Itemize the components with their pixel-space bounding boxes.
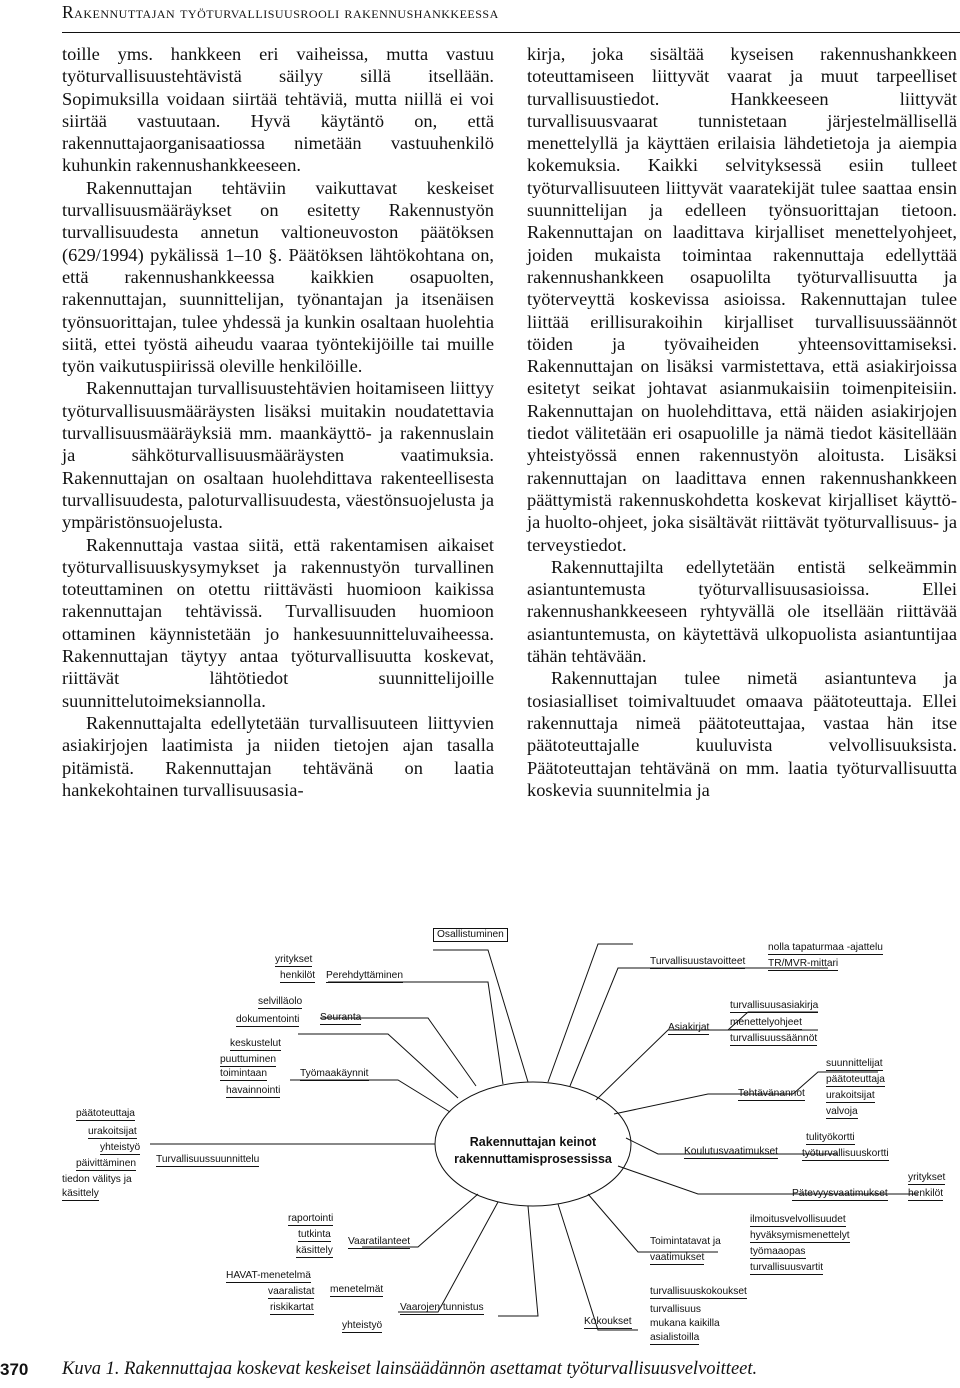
node-item: turvallisuus bbox=[650, 1304, 701, 1315]
paragraph: Rakennuttajan tehtäviin vaikuttavat keskeiset turvallisuusmääräykset on esitetty Rakennustyön turvallisuudesta annetun valtioneuvoston päätöksen (629/1994) pykälissä 1–10 §. Päätöksen lähtökohtana on, että rakennushankkeessa kaikkien osapuolten, rakennuttajan, suunnittelijan, työnantajan ja itsenäisen työnsuorittajan, tulee yhdessä ja kunkin osaltaan huolehtia siitä, ettei työstä aiheudu vaaraa työntekijöille tai muille työn vaikutuspiirissä oleville henkilöille. bbox=[62, 177, 494, 377]
node-item: riskikartat bbox=[270, 1302, 314, 1313]
node-item: tiedon välitys ja bbox=[62, 1174, 132, 1185]
center-title bbox=[448, 1134, 618, 1168]
connector-line bbox=[298, 1034, 458, 1098]
node-turvallisuussuunnittelu: Turvallisuussuunnittelu bbox=[156, 1154, 260, 1165]
node-item: havainnointi bbox=[226, 1085, 281, 1096]
connector-line bbox=[290, 1080, 450, 1112]
paragraph: Rakennuttajilta edellytetään entistä selkeämmin asiantuntemusta työturvallisuusasioissa. Ellei rakennushankkeeseen ryhtyvällä ole itsellään riittävää asiantuntemusta, on käytettävä ulkopuolista asiantuntijaa tähän tehtävään. bbox=[527, 556, 957, 667]
node-toimintatavat-line: Toimintatavat ja bbox=[650, 1236, 721, 1247]
node-item: turvallisuuskokoukset bbox=[650, 1286, 747, 1297]
node-item: turvallisuusasiakirja bbox=[730, 1000, 819, 1011]
paragraph: Rakennuttajalta edellytetään turvallisuuteen liittyvien asiakirjojen laatimista ja niiden tietojen ajan tasalla pitämistä. Rakennuttajan tehtävänä on laatia hankekohtainen turvallisuusasia- bbox=[62, 712, 494, 800]
node-havat: HAVAT-menetelmä bbox=[226, 1270, 311, 1281]
node-item: toimintaan bbox=[220, 1068, 268, 1079]
node-item: käsittely bbox=[296, 1245, 333, 1256]
node-kokoukset: Kokoukset bbox=[584, 1316, 632, 1327]
paragraph: Rakennuttaja vastaa siitä, että rakentamisen aikaiset työturvallisuuskysymykset ja rakennustyön turvallinen toteuttaminen on otettu riittävästi huomioon kaikissa rakennuttajan tehtävissä. Turvallisuuden huomioon ottaminen käynnistetään jo hankesuunnitteluvaiheessa. Rakennuttajan täytyy antaa työturvallisuutta koskevat, riittävät lähtötiedot suunnittelijoille suunnittelutoimeksiannolla. bbox=[62, 534, 494, 711]
node-asiakirjat: Asiakirjat bbox=[668, 1022, 710, 1033]
node-item: päätoteuttaja bbox=[826, 1074, 885, 1085]
node-menetelmat: menetelmät bbox=[330, 1284, 384, 1295]
node-item: urakoitsijat bbox=[88, 1126, 137, 1137]
node-item: työturvallisuuskortti bbox=[802, 1148, 889, 1159]
paragraph: Rakennuttajan turvallisuustehtävien hoitamiseen liittyy työturvallisuusmääräysten lisäksi muitakin noudatettavia turvallisuusmääräyksiä mm. maankäyttö- ja rakennuslain ja sähköturvallisuusmääräysten vaatimuksia. Rakennuttajan on osaltaan huolehdittava rakenteellisesta turvallisuudesta, paloturvallisuudesta, väestönsuojelusta ja ympäristönsuojelusta. bbox=[62, 378, 494, 533]
node-item: vaaralistat bbox=[268, 1286, 315, 1297]
node-item: raportointi bbox=[288, 1213, 334, 1224]
node-item: turvallisuussäännöt bbox=[730, 1033, 818, 1044]
node-item: päätoteuttaja bbox=[76, 1108, 135, 1119]
node-item: valvoja bbox=[826, 1106, 858, 1117]
mind-map-figure bbox=[58, 922, 960, 1352]
node-item: suunnittelijat bbox=[826, 1058, 883, 1069]
node-item: nolla tapaturmaa -ajattelu bbox=[768, 942, 883, 953]
node-item: TR/MVR-mittari bbox=[768, 958, 839, 969]
node-koulutusvaatimukset: Koulutusvaatimukset bbox=[684, 1146, 779, 1157]
running-header: Rakennuttajan työturvallisuusrooli rakennushankkeessa bbox=[62, 2, 499, 22]
header-rule bbox=[62, 32, 960, 33]
node-item: menettelyohjeet bbox=[730, 1017, 802, 1028]
node-yhteistyo: yhteistyö bbox=[342, 1320, 383, 1331]
node-osallistuminen: Osallistuminen bbox=[433, 928, 508, 942]
node-item: yhteistyö bbox=[100, 1142, 141, 1153]
paragraph: toille yms. hankkeen eri vaiheissa, mutta vastuu työturvallisuustehtävistä säilyy sillä itsellään. Sopimuksilla voidaan siirtää tehtäviä, mutta niillä ei voi siirtää vastuutaan. Hyvä käytäntö on, että rakennuttajaorganisaatiossa nimetään vastuuhenkilö kuhunkin rakennushankkeeseen. bbox=[62, 44, 494, 176]
node-seuranta: Seuranta bbox=[320, 1012, 362, 1023]
node-patevyysvaatimukset: Pätevyysvaatimukset bbox=[792, 1188, 888, 1199]
node-item: henkilöt bbox=[280, 970, 316, 981]
node-item: puuttuminen bbox=[220, 1054, 277, 1065]
node-item: tutkinta bbox=[298, 1229, 331, 1240]
node-item: yritykset bbox=[275, 954, 313, 965]
connector-line bbox=[596, 1030, 728, 1100]
node-vaarojen-tunnistus: Vaarojen tunnistus bbox=[400, 1302, 484, 1313]
node-toimintatavat-line: vaatimukset bbox=[650, 1252, 705, 1263]
node-vaaratilanteet: Vaaratilanteet bbox=[348, 1236, 411, 1247]
node-item: asialistoilla bbox=[650, 1332, 700, 1343]
node-perehdyttaminen: Perehdyttäminen bbox=[326, 970, 404, 981]
node-item: ilmoitusvelvollisuudet bbox=[750, 1214, 846, 1225]
node-item: urakoitsijat bbox=[826, 1090, 875, 1101]
node-turvallisuustavoitteet: Turvallisuustavoitteet bbox=[650, 956, 746, 967]
node-item: keskustelut bbox=[230, 1038, 281, 1049]
node-item: hyväksymismenettelyt bbox=[750, 1230, 850, 1241]
node-item: henkilöt bbox=[908, 1188, 944, 1199]
center-title-line: rakennuttamisprosessissa bbox=[454, 1152, 612, 1166]
paragraph: kirja, joka sisältää kyseisen rakennushankkeen toteuttamiseen liittyvät vaarat ja muut tarpeelliset turvallisuustiedot. Hankkeeseen liittyvät turvallisuusvaarat tunnistetaan järjestelmällisellä menettelyllä ja käyttäen erilaisia lähdetietoja ja aiempia kokemuksia. Kaikki selvityksessä esiin tulleet työturvallisuuteen liittyvät vaaratekijät tulee saattaa ensin suunnittelijan ja edelleen työnsuorittajan tietoon. Rakennuttajan on laadittava kirjalliset menettelyohjeet, joiden mukaista toimintaa rakennuttaja edellyttää rakennushankkeen osapuolilta työturvallisuutta ja työterveyttä koskevissa asioissa. Rakennuttajan tulee liittää erillisurakoihin kirjalliset turvallisuussäännöt töiden ja työvaiheiden yhteensovittamiseksi. Rakennuttajan on lisäksi varmistettava, että asiakirjoissa esitetyt seikat johtavat asianmukaisiin toimenpiteisiin. Rakennuttajan on huolehdittava, että näiden asiakirjojen tiedot välitetään eri osapuolille ja nämä tiedot käsitellään yhteistyössä ennen rakennustyön aloitusta. Lisäksi rakennuttajan on laadittava ennen rakennushankkeen päättymistä rakennuskohdetta koskevat kirjalliset käyttö- ja huolto-ohjeet, joka sisältävät riittävät työturvallisuus- ja terveystiedot. bbox=[527, 44, 957, 555]
center-title-line: Rakennuttajan keinot bbox=[469, 1135, 597, 1149]
connector-line bbox=[498, 1206, 538, 1316]
figure-caption: Kuva 1. Rakennuttajaa koskevat keskeiset lainsäädännön asettamat työturvallisuusvelvoitteet. bbox=[62, 1359, 758, 1379]
paragraph: Rakennuttajan tulee nimetä asiantunteva ja tosiasialliset toimivaltuudet omaava päätoteuttaja. Ellei rakennuttaja nimeä päätoteuttajaa, vastaa hän itse päätoteuttajalle kuuluvista velvollisuuksista. Päätoteuttajan tehtävänä on mm. laatia työturvallisuutta koskevia suunnitelmia ja bbox=[527, 668, 957, 800]
node-item: mukana kaikilla bbox=[650, 1318, 720, 1329]
node-item: yritykset bbox=[908, 1172, 946, 1183]
connector-line bbox=[398, 1202, 498, 1312]
node-item: tulityökortti bbox=[806, 1132, 855, 1143]
node-item: dokumentointi bbox=[236, 1014, 300, 1025]
node-item: työmaaopas bbox=[750, 1246, 806, 1257]
left-column bbox=[62, 43, 494, 801]
right-column bbox=[527, 43, 957, 801]
page-number: 370 bbox=[0, 1360, 29, 1379]
node-item: käsittely bbox=[62, 1188, 99, 1199]
node-tehtavanannot: Tehtävänannot bbox=[738, 1088, 805, 1099]
node-item: selvilläolo bbox=[258, 996, 303, 1007]
connector-line bbox=[433, 950, 528, 1082]
connector-line bbox=[548, 944, 633, 1082]
node-tyomaakaynnit: Työmaakäynnit bbox=[300, 1068, 369, 1079]
connector-line bbox=[558, 1204, 638, 1330]
node-item: päivittäminen bbox=[76, 1158, 137, 1169]
node-item: turvallisuusvartit bbox=[750, 1262, 824, 1273]
